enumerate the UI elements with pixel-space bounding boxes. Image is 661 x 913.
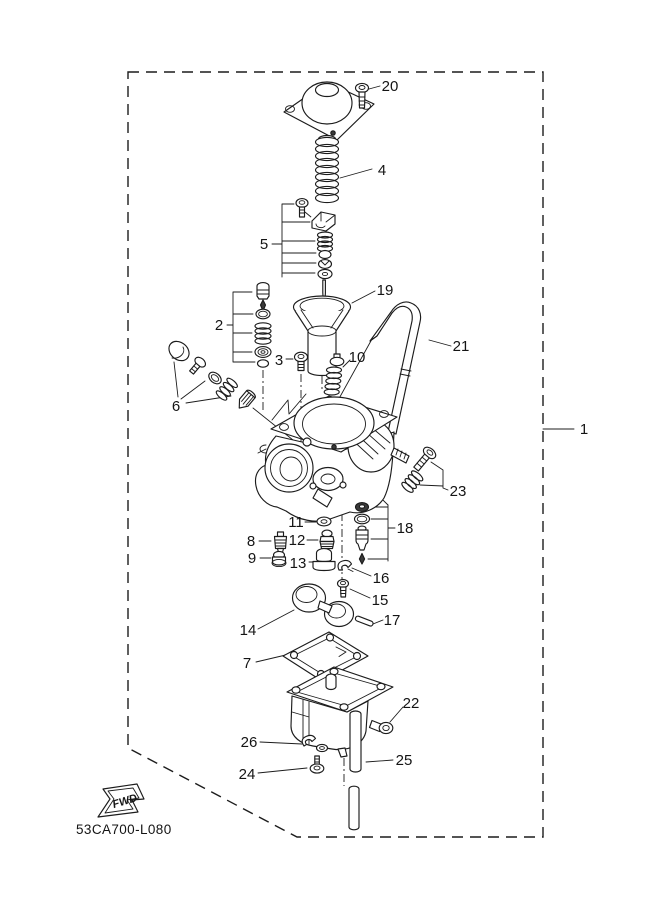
jet12-thread <box>320 542 334 549</box>
holder13-neck <box>317 553 332 562</box>
tube25-lower <box>349 786 359 830</box>
callout-24: 24 <box>238 766 256 783</box>
callout-21: 21 <box>452 338 470 355</box>
callout-5: 5 <box>259 236 269 253</box>
cover-ear-hole-bottom <box>331 131 335 135</box>
boss-lug-right <box>340 482 346 488</box>
callout-19: 19 <box>376 282 394 299</box>
valve18-pin <box>359 554 364 565</box>
part-throttle-stop-screw <box>400 445 438 494</box>
part-bowl-screw <box>310 756 324 773</box>
flange-hole-bottom <box>332 445 336 449</box>
jet8-body <box>275 537 287 549</box>
screw23-shank <box>414 454 430 471</box>
callout-22: 22 <box>402 695 420 712</box>
drain22-head <box>379 722 393 733</box>
float-valve-body <box>257 283 269 299</box>
spring2-coils <box>255 323 271 344</box>
screw24-head <box>310 764 324 773</box>
float-bridge <box>318 601 332 613</box>
callout-15: 15 <box>371 592 389 609</box>
jet-holder-13 <box>313 549 335 571</box>
fuel-spigot <box>391 448 409 463</box>
leader-19 <box>352 291 375 303</box>
screw5-head <box>296 199 308 208</box>
throttle-shaft <box>258 445 266 453</box>
leader-15 <box>350 589 370 598</box>
main-jet-12 <box>320 530 334 548</box>
clip26-washer <box>317 744 328 751</box>
needle-seat-ring <box>319 251 331 259</box>
callout-11: 11 <box>288 514 304 531</box>
part-drain-tubes <box>349 711 361 830</box>
bowl-hole-right <box>377 683 385 689</box>
callout-10: 10 <box>348 349 366 366</box>
spring4-coils <box>316 137 339 202</box>
part-drain-screw <box>370 721 393 734</box>
plunger-cap <box>330 357 344 365</box>
leader-26 <box>260 742 302 744</box>
part-screw-15 <box>338 580 349 598</box>
drawing-code: 53CA700-L080 <box>76 822 172 837</box>
callout-25: 25 <box>395 752 413 769</box>
needle-e-clip <box>319 260 332 269</box>
jet8-nub <box>278 532 284 537</box>
washer-11 <box>317 517 331 526</box>
valve18-nut-hole <box>359 505 364 508</box>
screw5-shank <box>300 207 305 217</box>
screw3-shank <box>298 362 304 371</box>
screw15-head <box>338 580 349 588</box>
part-float-clip <box>338 560 353 571</box>
ring-2 <box>258 360 269 367</box>
callout-8: 8 <box>246 533 256 550</box>
float-chamber-boss <box>313 468 343 491</box>
cover-dome-top <box>316 84 339 97</box>
leader-16 <box>352 568 371 576</box>
pilot-oring <box>207 370 224 386</box>
callout-26: 26 <box>240 734 258 751</box>
screw15-shank <box>341 587 347 597</box>
gasket-hole-left <box>291 652 298 659</box>
clip16-tail <box>348 569 353 572</box>
jet12-head <box>322 530 332 537</box>
oring-2 <box>256 309 270 319</box>
boss-lug-left <box>310 483 316 489</box>
callout-20: 20 <box>381 78 399 95</box>
part-valve-seat-set <box>255 283 271 368</box>
callout-4: 4 <box>377 162 387 179</box>
callout-23: 23 <box>449 483 467 500</box>
part-needle-set <box>296 199 335 309</box>
callout-16: 16 <box>372 570 390 587</box>
jet12-body <box>320 537 334 542</box>
callout-7: 7 <box>242 655 252 672</box>
pilot-cap <box>165 337 193 364</box>
screw20-shank <box>359 92 365 108</box>
callout-13: 13 <box>289 555 307 572</box>
callout-12: 12 <box>288 532 306 549</box>
fwd-label: FWD <box>111 792 139 811</box>
body-detail-port <box>303 438 311 446</box>
part-diaphragm-spring <box>316 136 339 203</box>
callout-17: 17 <box>383 612 401 629</box>
callout-3: 3 <box>274 352 284 369</box>
screw3-head <box>295 352 308 362</box>
needle-washer <box>318 269 332 278</box>
bracket-18 <box>368 505 395 561</box>
bowl-nipple <box>338 748 347 757</box>
fwd-direction-arrow <box>98 784 144 817</box>
gasket-hole-right <box>354 653 361 660</box>
callout-1: 1 <box>579 421 589 438</box>
plunger-spring <box>324 367 341 395</box>
leader-20 <box>369 86 380 89</box>
washer-2 <box>255 347 271 358</box>
bracket-5 <box>272 204 316 277</box>
callout-9: 9 <box>247 550 257 567</box>
leader-22 <box>390 707 403 722</box>
bowl-center-knob <box>326 678 336 690</box>
part-float-pin <box>355 615 374 626</box>
leader-25 <box>366 760 393 762</box>
tube25-upper <box>350 711 361 772</box>
screw23 <box>411 445 438 474</box>
plug9-skirt <box>273 557 286 565</box>
clip16-hook <box>338 560 351 570</box>
holder13-base <box>313 562 335 571</box>
leader-17 <box>373 620 383 624</box>
spring23-coils <box>400 469 424 494</box>
leader-4 <box>340 169 372 178</box>
pilot-jet-8 <box>275 532 287 553</box>
callout-6: 6 <box>171 398 181 415</box>
bowl-hole-bottom <box>340 704 348 710</box>
callout-2: 2 <box>214 317 224 334</box>
leader-21 <box>429 340 451 346</box>
pilot-screw <box>187 355 207 376</box>
leader-24 <box>258 768 307 773</box>
spring23 <box>400 469 424 494</box>
part-screw-3 <box>295 352 308 370</box>
plug-9 <box>272 551 286 566</box>
needle-holder <box>312 212 335 231</box>
intake-bell-outer <box>265 444 313 492</box>
valve18-body <box>356 530 368 550</box>
screw20-head <box>356 83 369 92</box>
bracket-2 <box>227 292 255 362</box>
spring5-coils <box>318 232 333 252</box>
leader-14 <box>258 610 294 629</box>
callout-18: 18 <box>396 520 414 537</box>
gasket-hole-top <box>327 634 334 641</box>
pin17-rod <box>355 615 374 626</box>
bracket-23 <box>420 462 448 490</box>
callout-14: 14 <box>239 622 257 639</box>
bowl-hole-left <box>292 687 300 693</box>
